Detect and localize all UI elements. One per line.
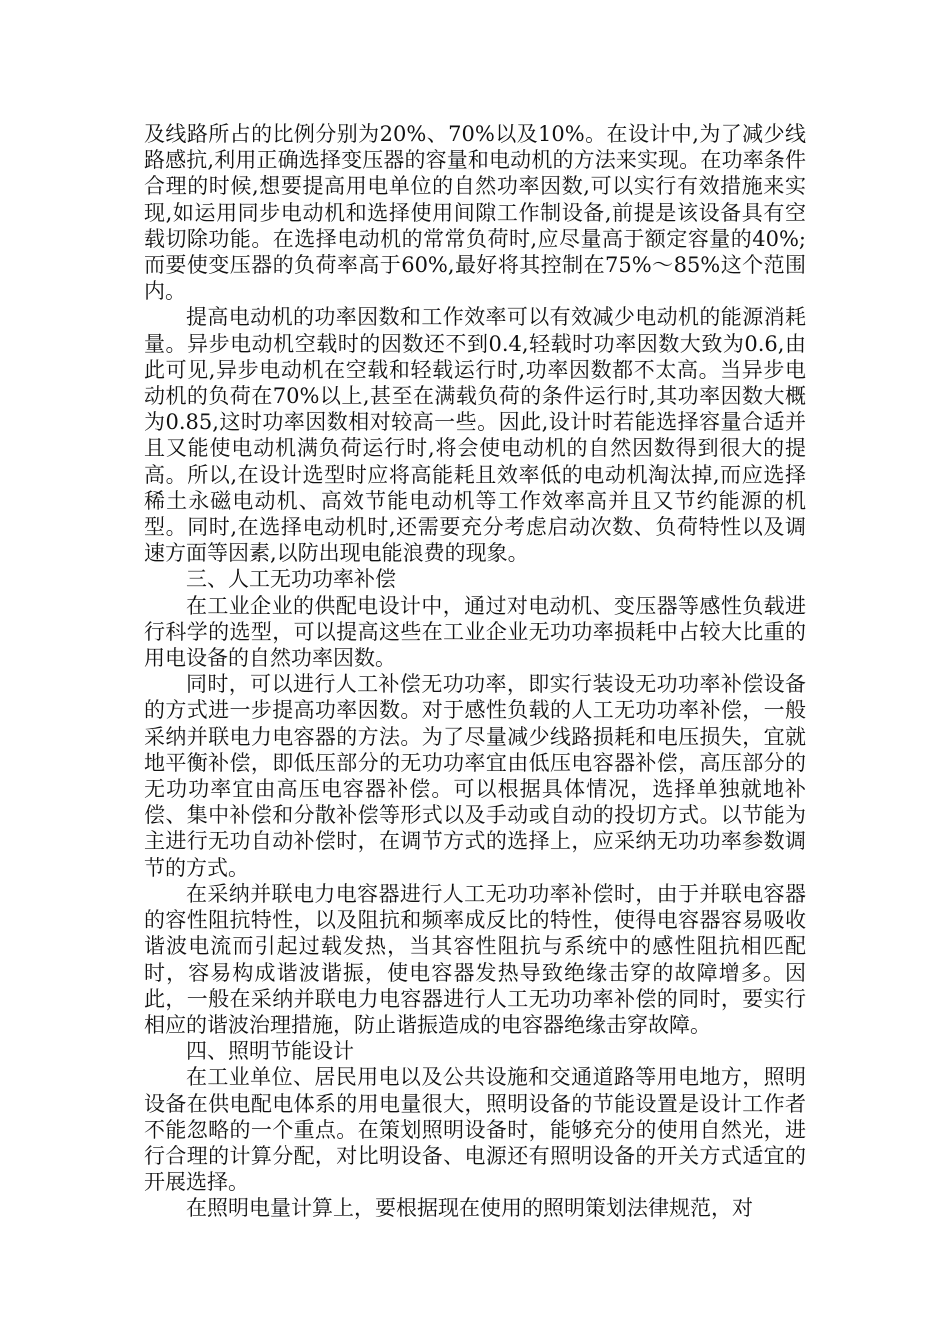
paragraph-line-ratio: 及线路所占的比例分别为20%、70%以及10%。在设计中,为了减少线路感抗,利用正确选择变压器的容量和电动机的方法来实现。在功率条件合理的时候,想要提高用电单位的自然功率因数,可以实行有效措施来实现,如运用同步电动机和选择使用间隙工作制设备,前提是该设备具有空载切除功能。在选择电动机的常常负荷时,应尽量高于额定容量的40%;而要使变压器的负荷率高于60%,最好将其控制在75%～85%这个范围内。	[144, 122, 806, 304]
document-body	[144, 121, 806, 1222]
paragraph-harmonic-treatment: 在采纳并联电力电容器进行人工无功功率补偿时，由于并联电容器的容性阻抗特性，以及阻抗和频率成反比的特性，使得电容器容易吸收谐波电流而引起过载发热，当其容性阻抗与系统中的感性阻抗相匹配时，容易构成谐波谐振，使电容器发热导致绝缘击穿的故障增多。因此，一般在采纳并联电力电容器进行人工无功功率补偿的同时，要实行相应的谐波治理措施，防止谐振造成的电容器绝缘击穿故障。	[144, 881, 806, 1037]
paragraph-lighting-calculation: 在照明电量计算上，要根据现在使用的照明策划法律规范，对	[186, 1196, 753, 1221]
section-heading-lighting: 四、照明节能设计	[186, 1039, 354, 1064]
paragraph-lighting-design: 在工业单位、居民用电以及公共设施和交通道路等用电地方，照明设备在供电配电体系的用电量很大，照明设备的节能设置是设计工作者不能忽略的一个重点。在策划照明设备时，能够充分的使用自然光，进行合理的计算分配，对比明设备、电源还有照明设备的开关方式适宜的开展选择。	[144, 1065, 806, 1195]
section-heading-reactive-compensation: 三、人工无功功率补偿	[186, 567, 396, 592]
paragraph-motor-power-factor: 提高电动机的功率因数和工作效率可以有效减少电动机的能源消耗量。异步电动机空载时的因数还不到0.4,轻载时功率因数大致为0.6,由此可见,异步电动机在空载和轻载运行时,功率因数都不太高。当异步电动机的负荷在70%以上,甚至在满载负荷的条件运行时,其功率因数大概为0.85,这时功率因数相对较高一些。因此,设计时若能选择容量合适并且又能使电动机满负荷运行时,将会使电动机的自然因数得到很大的提高。所以,在设计选型时应将高能耗且效率低的电动机淘汰掉,而应选择稀土永磁电动机、高效节能电动机等工作效率高并且又节约能源的机型。同时,在选择电动机时,还需要充分考虑启动次数、负荷特性以及调速方面等因素,以防出现电能浪费的现象。	[144, 305, 806, 566]
paragraph-load-selection: 在工业企业的供配电设计中，通过对电动机、变压器等感性负载进行科学的选型，可以提高这些在工业企业无功功率损耗中占较大比重的用电设备的自然功率因数。	[144, 593, 806, 671]
paragraph-capacitor-compensation: 同时，可以进行人工补偿无功功率，即实行装设无功功率补偿设备的方式进一步提高功率因数。对于感性负载的人工无功功率补偿，一般采纳并联电力电容器的方法。为了尽量减少线路损耗和电压损失，宜就地平衡补偿，即低压部分的无功功率宜由低压电容器补偿，高压部分的无功功率宜由高压电容器补偿。可以根据具体情况，选择单独就地补偿、集中补偿和分散补偿等形式以及手动或自动的投切方式。以节能为主进行无功自动补偿时，在调节方式的选择上，应采纳无功功率参数调节的方式。	[144, 672, 806, 880]
